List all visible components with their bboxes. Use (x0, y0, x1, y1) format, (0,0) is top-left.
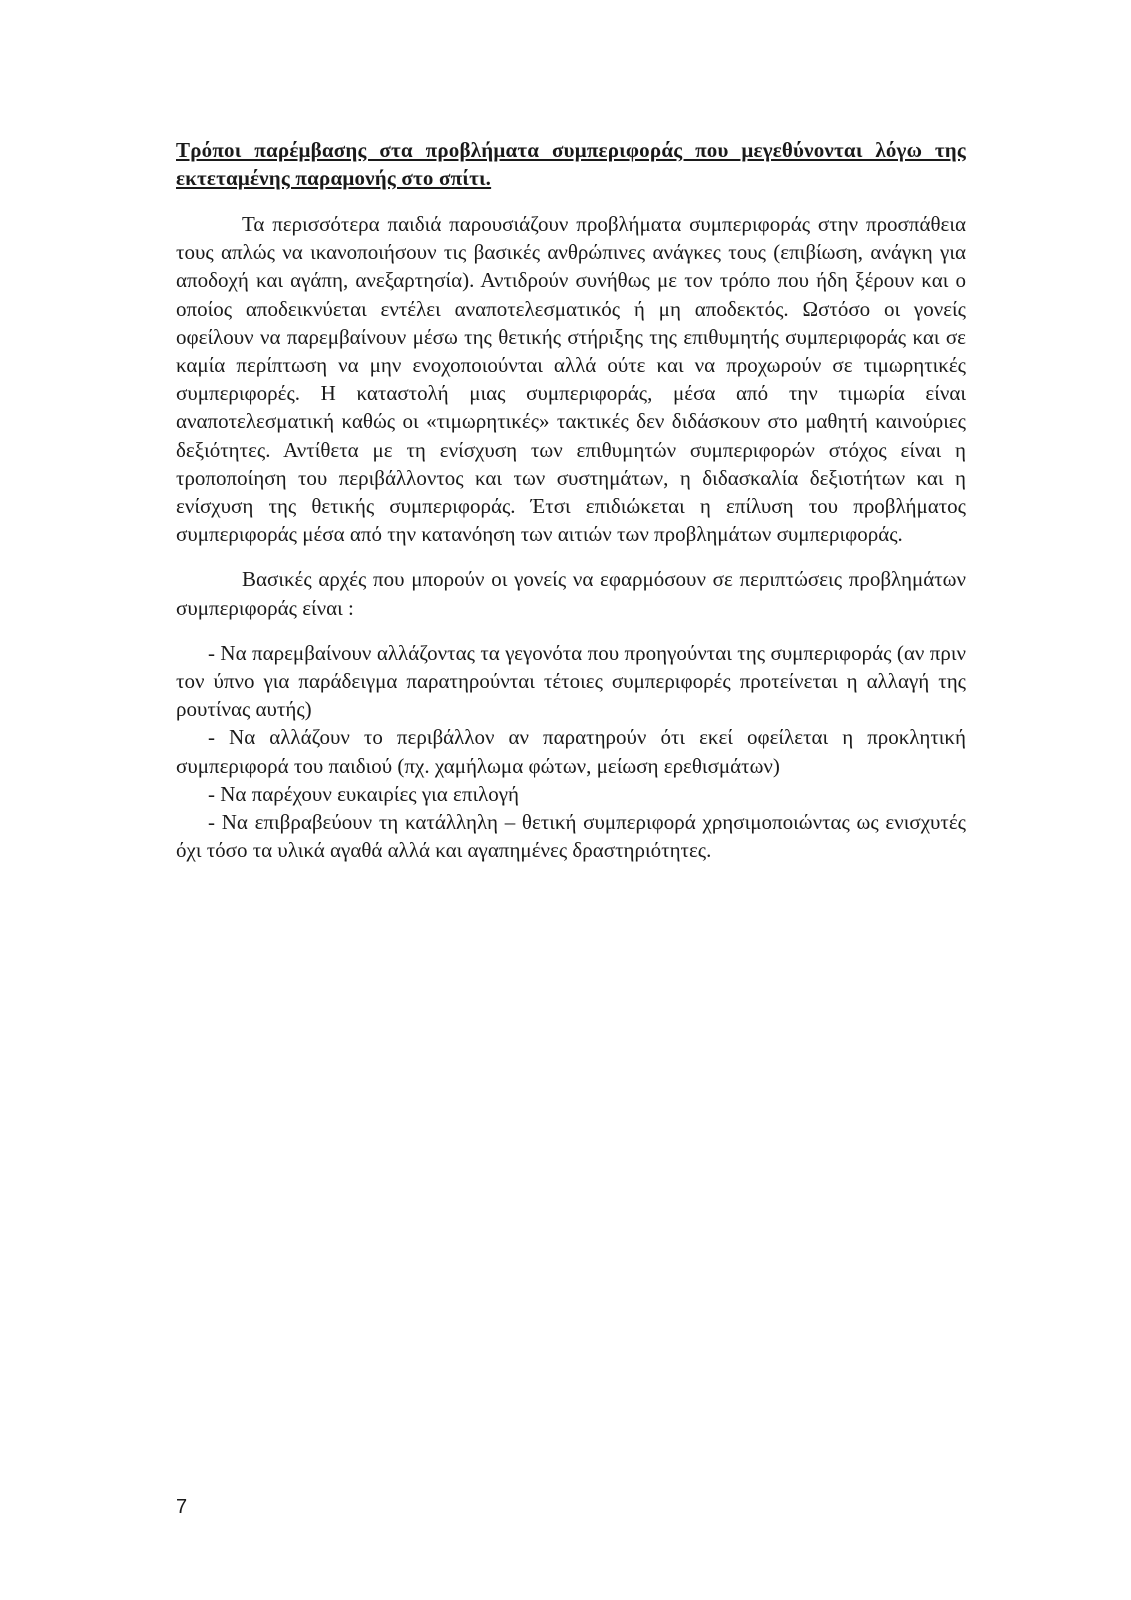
list-item: - Να επιβραβεύουν τη κατάλληλη – θετική συμπεριφορά χρησιμοποιώντας ως ενισχυτές όχι τόσο τα υλικά αγαθά αλλά και αγαπημένες δραστηριότητες. (176, 810, 966, 863)
list-item: - Να παρέχουν ευκαιρίες για επιλογή (208, 781, 520, 806)
document-body (176, 136, 966, 864)
paragraph-principles: Βασικές αρχές που μπορούν οι γονείς να εφαρμόσουν σε περιπτώσεις προβλημάτων συμπεριφοράς είναι : (176, 567, 966, 620)
list-item: - Να αλλάζουν το περιβάλλον αν παρατηρούν ότι εκεί οφείλεται η προκλητική συμπεριφορά του παιδιού (πχ. χαμήλωμα φώτων, μείωση ερεθισμάτων) (176, 725, 966, 778)
page-number: 7 (176, 1496, 188, 1518)
list-item: - Να παρεμβαίνουν αλλάζοντας τα γεγονότα που προηγούνται της συμπεριφοράς (αν πριν τον ύπνο για παράδειγμα παρατηρούνται τέτοιες συμπεριφορές προτείνεται η αλλαγή της ρουτίνας αυτής) (176, 640, 966, 722)
paragraph-intro: Τα περισσότερα παιδιά παρουσιάζουν προβλήματα συμπεριφοράς στην προσπάθεια τους απλώς να ικανοποιήσουν τις βασικές ανθρώπινες ανάγκες τους (επιβίωση, ανάγκη για αποδοχή και αγάπη, ανεξαρτησία). Αντιδρούν συνήθως με τον τρόπο που ήδη ξέρουν και ο οποίος αποδεικνύεται εντέλει αναποτελεσματικός ή μη αποδεκτός. Ωστόσο οι γονείς οφείλουν να παρεμβαίνουν μέσω της θετικής στήριξης της επιθυμητής συμπεριφοράς και σε καμία περίπτωση να μην ενοχοποιούνται αλλά ούτε και να προχωρούν σε τιμωρητικές συμπεριφορές. Η καταστολή μιας συμπεριφοράς, μέσα από την τιμωρία είναι αναποτελεσματική καθώς οι «τιμωρητικές» τακτικές δεν διδάσκουν στο μαθητή καινούριες δεξιότητες. Αντίθετα με τη ενίσχυση των επιθυμητών συμπεριφορών στόχος είναι η τροποποίηση του περιβάλλοντος και των συστημάτων, η διδασκαλία δεξιοτήτων και η ενίσχυση της θετικής συμπεριφοράς. Έτσι επιδιώκεται η επίλυση του προβλήματος συμπεριφοράς μέσα από την κατανόηση των αιτιών των προβλημάτων συμπεριφοράς. (176, 212, 966, 547)
principles-list (176, 639, 966, 865)
document-title: Τρόποι παρέμβασης στα προβλήματα συμπεριφοράς που μεγεθύνονται λόγω της εκτεταμένης παραμονής στο σπίτι. (176, 138, 966, 190)
